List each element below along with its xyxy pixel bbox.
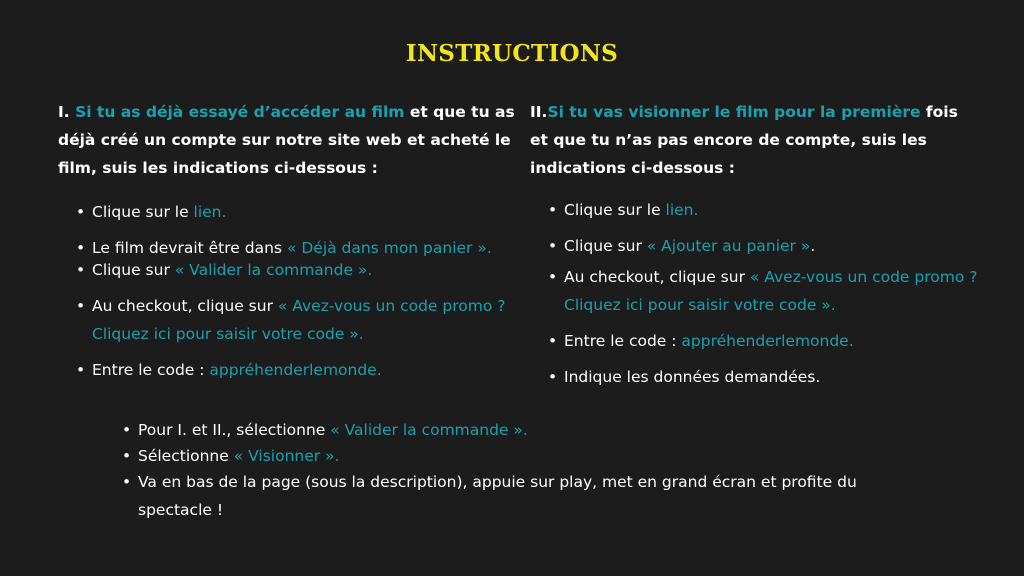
item-highlight: « Avez-vous un code promo ? Cliquez ici pour saisir votre code ». [564, 268, 978, 314]
page-title: INSTRUCTIONS [405, 40, 619, 67]
item-highlight: « Déjà dans mon panier ». [286, 239, 492, 257]
item-text: Sélectionne [138, 447, 234, 465]
list-item [530, 363, 980, 391]
item-highlight: « Valider la commande ». [330, 421, 528, 439]
list-item [530, 263, 980, 319]
promo-code: appréhenderlemonde. [209, 361, 382, 379]
item-text: . [810, 237, 816, 255]
list-item [104, 442, 934, 470]
list-item [530, 327, 980, 355]
item-highlight: « Valider la commande ». [174, 261, 373, 279]
steps-list [530, 196, 980, 391]
item-text: Clique sur [92, 261, 175, 279]
section-number: II. [530, 103, 548, 121]
common-steps [104, 416, 934, 522]
section-number: I. [58, 103, 76, 121]
steps-list [104, 416, 934, 524]
list-item [58, 198, 518, 226]
item-highlight: « Avez-vous un code promo ? Cliquez ici pour saisir votre code ». [92, 297, 506, 343]
item-text: Entre le code : [92, 361, 210, 379]
item-text: Au checkout, clique sur [564, 268, 750, 286]
list-item [58, 356, 518, 384]
section-heading-text: et que tu as déjà créé un compte sur notre site web et acheté le film, suis les indications ci-dessous : [58, 103, 515, 177]
item-text: Entre le code : [564, 332, 682, 350]
list-item [530, 232, 980, 260]
section-heading-highlight: Si tu as déjà essayé d’accéder au film [75, 103, 405, 121]
film-link[interactable]: lien. [193, 203, 227, 221]
section-existing-account [58, 98, 518, 392]
item-text: Le film devrait être dans [92, 239, 287, 257]
list-item [58, 292, 518, 348]
section-heading [530, 98, 980, 182]
item-text: Pour I. et II., sélectionne [138, 421, 331, 439]
section-heading-highlight: Si tu vas visionner le film pour la première [547, 103, 921, 121]
item-text: Clique sur le [564, 201, 666, 219]
list-item [104, 468, 934, 524]
item-text: Va en bas de la page (sous la description), appuie sur play, met en grand écran et profite du spectacle ! [138, 473, 857, 519]
section-heading [58, 98, 518, 182]
item-highlight: « Ajouter au panier » [646, 237, 811, 255]
film-link[interactable]: lien. [665, 201, 699, 219]
item-highlight: « Visionner ». [233, 447, 340, 465]
section-new-account [530, 98, 980, 399]
item-text: Indique les données demandées. [564, 368, 821, 386]
list-item [530, 196, 980, 224]
steps-list [58, 198, 518, 384]
item-text: Clique sur le [92, 203, 194, 221]
promo-code: appréhenderlemonde. [681, 332, 854, 350]
section-heading-text: fois et que tu n’as pas encore de compte, suis les indications ci-dessous : [530, 103, 958, 177]
list-item [104, 416, 934, 444]
item-text: Clique sur [564, 237, 647, 255]
list-item [58, 256, 518, 284]
item-text: Au checkout, clique sur [92, 297, 278, 315]
